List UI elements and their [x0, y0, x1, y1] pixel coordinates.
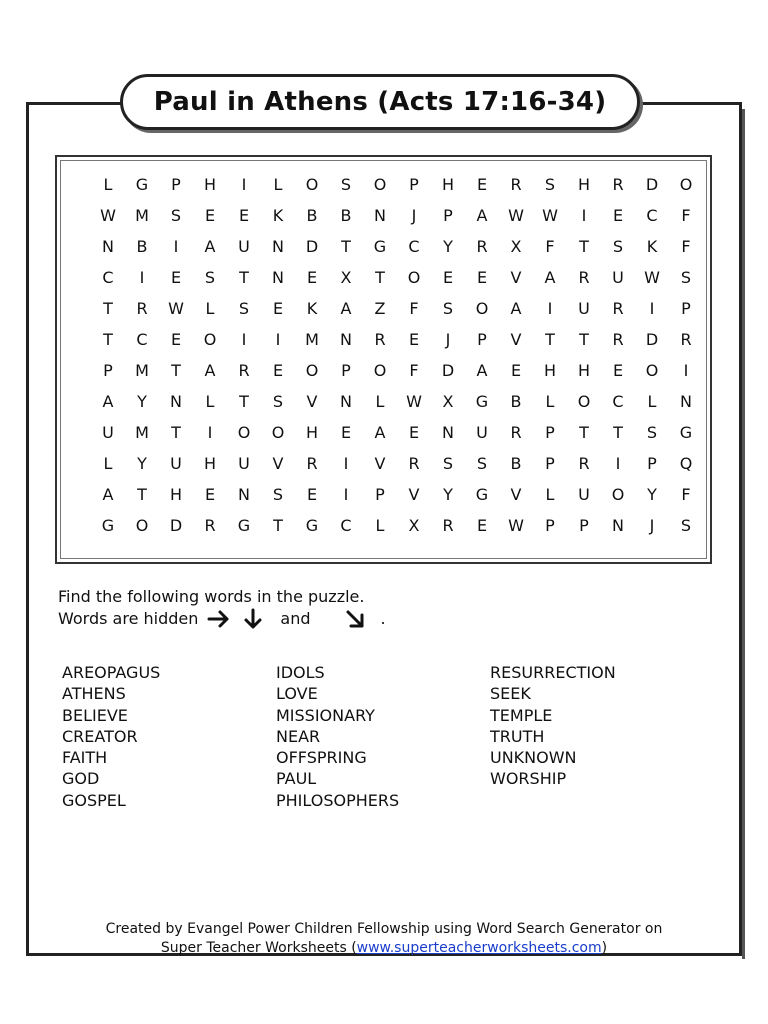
grid-letter: H — [577, 175, 591, 194]
grid-letter: O — [577, 392, 591, 411]
grid-letter: V — [408, 485, 420, 504]
grid-letter: P — [443, 206, 453, 225]
grid-letter: Q — [679, 454, 693, 473]
word-list-item: FAITH — [62, 748, 108, 768]
grid-letter: W — [406, 392, 422, 411]
grid-letter: O — [373, 361, 387, 380]
word-list-item: NEAR — [276, 726, 321, 746]
grid-letter: I — [173, 237, 179, 256]
grid-letter: H — [543, 361, 557, 380]
grid-letter: A — [476, 206, 488, 225]
grid-letter: G — [135, 175, 149, 194]
word-list-item: RESURRECTION — [490, 663, 616, 682]
grid-letter: P — [647, 454, 657, 473]
grid-letter: J — [649, 516, 655, 535]
word-list-item: LOVE — [276, 684, 318, 704]
grid-letter: V — [374, 454, 386, 473]
grid-letter: S — [680, 516, 692, 535]
grid-letter: C — [646, 206, 658, 225]
grid-letter: V — [510, 485, 522, 504]
grid-letter: A — [374, 423, 386, 442]
grid-letter: U — [476, 423, 488, 442]
grid-letter: F — [681, 206, 691, 225]
website-link[interactable]: www.superteacherworksheets.com — [356, 940, 602, 956]
grid-letter: E — [306, 268, 318, 287]
grid-letter: P — [341, 361, 351, 380]
grid-letter: T — [579, 423, 589, 442]
grid-letter: J — [411, 206, 417, 225]
grid-letter: I — [241, 330, 247, 349]
grid-letter: V — [272, 454, 284, 473]
hidden-directions-label: Words are hidden — [58, 609, 199, 628]
grid-letter: O — [407, 268, 421, 287]
grid-letter: C — [136, 330, 148, 349]
grid-letter: T — [103, 299, 113, 318]
grid-letter: E — [238, 206, 250, 225]
grid-letter: D — [645, 330, 659, 349]
grid-letter: U — [102, 423, 114, 442]
grid-letter: T — [613, 423, 623, 442]
word-list-column-3 — [490, 662, 616, 790]
grid-letter: M — [305, 330, 319, 349]
grid-letter: H — [305, 423, 319, 442]
grid-letter: E — [408, 423, 420, 442]
grid-letter: N — [170, 392, 182, 411]
grid-letter: U — [578, 299, 590, 318]
word-list-item: GOSPEL — [62, 790, 126, 810]
grid-letter: O — [305, 175, 319, 194]
grid-letter: X — [510, 237, 522, 256]
grid-letter: S — [238, 299, 250, 318]
grid-letter: F — [409, 299, 419, 318]
grid-letter: R — [612, 299, 624, 318]
grid-letter: S — [680, 268, 692, 287]
grid-letter: W — [508, 516, 524, 535]
grid-letter: R — [136, 299, 148, 318]
footer-line-2 — [60, 939, 708, 958]
grid-letter: C — [102, 268, 114, 287]
grid-letter: X — [408, 516, 420, 535]
grid-letter: H — [169, 485, 183, 504]
grid-letter: T — [273, 516, 283, 535]
grid-letter: F — [545, 237, 555, 256]
grid-letter: R — [510, 423, 522, 442]
word-list-item: SEEK — [490, 684, 531, 704]
grid-letter: G — [679, 423, 693, 442]
grid-letter: I — [615, 454, 621, 473]
word-list-item: ATHENS — [62, 684, 126, 704]
grid-letter: N — [272, 237, 284, 256]
word-list-item: AREOPAGUS — [62, 663, 161, 682]
grid-letter: T — [579, 330, 589, 349]
grid-letter: L — [545, 485, 555, 504]
grid-letter: F — [409, 361, 419, 380]
grid-letter: E — [170, 330, 182, 349]
grid-letter: E — [476, 268, 488, 287]
grid-letter: C — [408, 237, 420, 256]
word-list-item: TRUTH — [490, 726, 545, 746]
grid-letter: I — [547, 299, 553, 318]
grid-letter: E — [442, 268, 454, 287]
grid-letter: R — [306, 454, 318, 473]
grid-letter: R — [374, 330, 386, 349]
grid-letter: M — [135, 423, 149, 442]
grid-letter: E — [340, 423, 352, 442]
grid-letter: B — [340, 206, 352, 225]
grid-letter: W — [168, 299, 184, 318]
grid-letter: E — [272, 299, 284, 318]
word-list-item: IDOLS — [276, 663, 325, 682]
grid-letter: O — [475, 299, 489, 318]
grid-letter: I — [343, 485, 349, 504]
grid-letter: E — [204, 206, 216, 225]
period: . — [380, 609, 386, 628]
grid-letter: E — [204, 485, 216, 504]
grid-letter: L — [205, 299, 215, 318]
grid-letter: O — [305, 361, 319, 380]
grid-letter: A — [204, 237, 216, 256]
grid-letter: A — [340, 299, 352, 318]
grid-letter: O — [679, 175, 693, 194]
grid-letter: R — [442, 516, 454, 535]
grid-letter: L — [273, 175, 283, 194]
grid-letter: E — [476, 516, 488, 535]
grid-letter: O — [645, 361, 659, 380]
grid-letter: V — [510, 330, 522, 349]
title-banner — [120, 74, 640, 130]
grid-letter: O — [135, 516, 149, 535]
grid-letter: O — [373, 175, 387, 194]
grid-letter: I — [683, 361, 689, 380]
grid-letter: A — [102, 485, 114, 504]
grid-letter: A — [102, 392, 114, 411]
grid-letter: F — [681, 237, 691, 256]
page-title: Paul in Athens (Acts 17:16-34) — [153, 87, 607, 117]
grid-letter: U — [578, 485, 590, 504]
grid-letter: Y — [443, 485, 453, 504]
grid-letter: L — [205, 392, 215, 411]
grid-letter: G — [101, 516, 115, 535]
grid-letter: I — [207, 423, 213, 442]
grid-letter: Y — [647, 485, 657, 504]
word-list-item: BELIEVE — [62, 705, 128, 725]
grid-letter: N — [272, 268, 284, 287]
grid-letter: S — [272, 485, 284, 504]
grid-letter: T — [239, 268, 249, 287]
grid-letter: N — [238, 485, 250, 504]
grid-letter: I — [275, 330, 281, 349]
grid-letter: S — [442, 299, 454, 318]
grid-letter: W — [644, 268, 660, 287]
grid-letter: P — [103, 361, 113, 380]
grid-letter: W — [100, 206, 116, 225]
grid-letter: K — [272, 206, 284, 225]
grid-letter: S — [272, 392, 284, 411]
grid-letter: R — [578, 268, 590, 287]
grid-letter: R — [238, 361, 250, 380]
grid-letter: O — [611, 485, 625, 504]
grid-letter: I — [241, 175, 247, 194]
grid-letter: H — [441, 175, 455, 194]
grid-letter: L — [375, 392, 385, 411]
grid-letter: S — [476, 454, 488, 473]
grid-letter: Y — [137, 454, 147, 473]
instructions-line-1: Find the following words in the puzzle. — [58, 587, 365, 606]
grid-letter: S — [442, 454, 454, 473]
grid-letter: H — [203, 454, 217, 473]
grid-letter: D — [305, 237, 319, 256]
grid-letter: L — [545, 392, 555, 411]
grid-letter: T — [579, 237, 589, 256]
grid-letter: N — [340, 392, 352, 411]
grid-letter: W — [542, 206, 558, 225]
grid-letter: S — [170, 206, 182, 225]
grid-letter: K — [646, 237, 658, 256]
grid-letter: E — [272, 361, 284, 380]
grid-letter: C — [612, 392, 624, 411]
instructions — [58, 586, 386, 630]
grid-letter: R — [612, 175, 624, 194]
down-arrow-icon — [240, 608, 266, 630]
grid-letter: N — [374, 206, 386, 225]
grid-letter: O — [203, 330, 217, 349]
word-list-item: PHILOSOPHERS — [276, 790, 400, 810]
grid-letter: N — [340, 330, 352, 349]
grid-letter: P — [375, 485, 385, 504]
grid-letter: D — [169, 516, 183, 535]
grid-letter: F — [681, 485, 691, 504]
word-list-item: UNKNOWN — [490, 748, 577, 768]
grid-letter: P — [409, 175, 419, 194]
grid-letter: H — [203, 175, 217, 194]
grid-letter: E — [510, 361, 522, 380]
grid-letter: S — [340, 175, 352, 194]
grid-letter: N — [102, 237, 114, 256]
grid-letter: X — [340, 268, 352, 287]
word-list-item: OFFSPRING — [276, 748, 367, 768]
grid-letter: L — [103, 454, 113, 473]
word-list-column-2 — [276, 662, 399, 811]
grid-letter: R — [476, 237, 488, 256]
grid-letter: E — [170, 268, 182, 287]
grid-letter: P — [545, 454, 555, 473]
grid-letter: O — [271, 423, 285, 442]
word-list-item: TEMPLE — [490, 705, 553, 725]
grid-letter: X — [442, 392, 454, 411]
grid-letter: Y — [137, 392, 147, 411]
grid-letter: I — [139, 268, 145, 287]
word-list-item: WORSHIP — [490, 769, 567, 789]
grid-letter: T — [341, 237, 351, 256]
grid-letter: B — [306, 206, 318, 225]
grid-letter: R — [510, 175, 522, 194]
grid-letter: B — [510, 392, 522, 411]
and-label: and — [280, 609, 311, 628]
grid-letter: U — [612, 268, 624, 287]
footer-suffix: ) — [601, 940, 608, 956]
grid-letter: W — [508, 206, 524, 225]
grid-letter: T — [103, 330, 113, 349]
grid-letter: U — [238, 454, 250, 473]
grid-letter: P — [579, 516, 589, 535]
grid-letter: U — [170, 454, 182, 473]
grid-letter: P — [477, 330, 487, 349]
grid-letter: J — [445, 330, 451, 349]
grid-letter: C — [340, 516, 352, 535]
grid-letter: B — [510, 454, 522, 473]
grid-letter: G — [373, 237, 387, 256]
grid-letter: T — [239, 392, 249, 411]
grid-letter: T — [375, 268, 385, 287]
grid-letter: P — [545, 423, 555, 442]
down-right-arrow-icon — [343, 608, 369, 630]
grid-letter: E — [476, 175, 488, 194]
word-list-item: GOD — [62, 769, 100, 789]
grid-letter: L — [103, 175, 113, 194]
grid-letter: K — [306, 299, 318, 318]
word-list-item: CREATOR — [62, 726, 138, 746]
grid-letter: I — [649, 299, 655, 318]
grid-letter: R — [612, 330, 624, 349]
grid-letter: L — [647, 392, 657, 411]
grid-letter: A — [204, 361, 216, 380]
grid-letter: N — [612, 516, 624, 535]
grid-letter: S — [646, 423, 658, 442]
grid-letter: R — [408, 454, 420, 473]
grid-letter: V — [510, 268, 522, 287]
grid-letter: T — [171, 361, 181, 380]
grid-letter: N — [442, 423, 454, 442]
grid-letter: E — [306, 485, 318, 504]
grid-letter: G — [475, 485, 489, 504]
grid-letter: L — [375, 516, 385, 535]
word-list-item: PAUL — [276, 769, 317, 789]
grid-letter: B — [136, 237, 148, 256]
grid-letter: D — [441, 361, 455, 380]
grid-letter: P — [681, 299, 691, 318]
grid-letter: T — [171, 423, 181, 442]
grid-letter: V — [306, 392, 318, 411]
grid-letter: A — [544, 268, 556, 287]
grid-letter: G — [237, 516, 251, 535]
grid-letter: S — [204, 268, 216, 287]
grid-letter: E — [612, 206, 624, 225]
grid-letter: Y — [443, 237, 453, 256]
instructions-line-2 — [58, 608, 386, 630]
grid-letter: T — [545, 330, 555, 349]
grid-letter: D — [645, 175, 659, 194]
grid-letter: A — [476, 361, 488, 380]
grid-letter: E — [408, 330, 420, 349]
grid-letter: S — [612, 237, 624, 256]
grid-letter: I — [581, 206, 587, 225]
grid-letter: R — [204, 516, 216, 535]
grid-letter: G — [305, 516, 319, 535]
grid-letter: S — [544, 175, 556, 194]
grid-letter: N — [680, 392, 692, 411]
grid-letter: U — [238, 237, 250, 256]
grid-letter: P — [171, 175, 181, 194]
word-list-column-1 — [62, 662, 160, 811]
grid-letter: I — [343, 454, 349, 473]
footer-credit — [60, 920, 708, 958]
grid-letter: O — [237, 423, 251, 442]
grid-letter: R — [578, 454, 590, 473]
grid-letter: G — [475, 392, 489, 411]
grid-letter: M — [135, 206, 149, 225]
right-arrow-icon — [206, 608, 232, 630]
grid-letter: A — [510, 299, 522, 318]
grid-letter: R — [680, 330, 692, 349]
word-search-box — [55, 155, 712, 564]
grid-letter: T — [137, 485, 147, 504]
grid-letter: M — [135, 361, 149, 380]
grid-letter: H — [577, 361, 591, 380]
footer-line-1: Created by Evangel Power Children Fellowship using Word Search Generator on — [105, 921, 663, 937]
footer-prefix: Super Teacher Worksheets ( — [160, 940, 357, 956]
grid-letter: E — [612, 361, 624, 380]
word-list-item: MISSIONARY — [276, 705, 375, 725]
grid-letter: Z — [374, 299, 386, 318]
grid-letter: P — [545, 516, 555, 535]
letter-grid — [91, 169, 703, 541]
